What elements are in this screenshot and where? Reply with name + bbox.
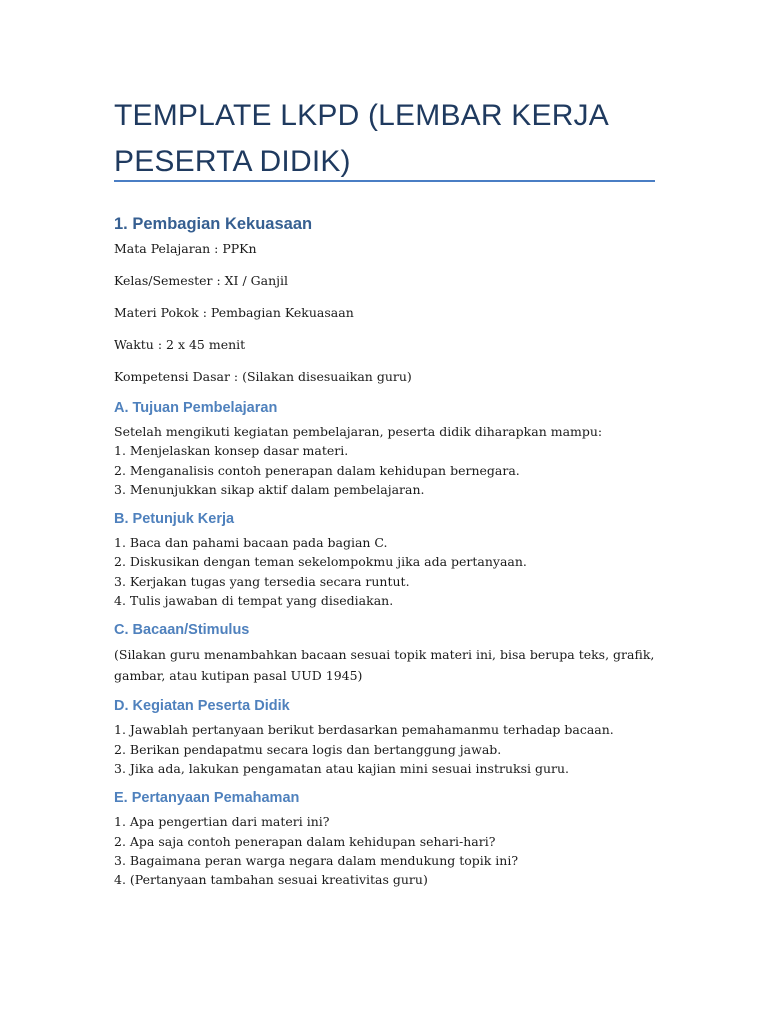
list-item: 1. Baca dan pahami bacaan pada bagian C. (114, 535, 388, 551)
title-underline (114, 180, 655, 182)
subject-info-block (114, 238, 674, 388)
petunjuk-list (114, 533, 674, 610)
list-item: 2. Apa saja contoh penerapan dalam kehidupan sehari-hari? (114, 833, 496, 849)
bacaan-text: (Silakan guru menambahkan bacaan sesuai topik materi ini, bisa berupa teks, grafik, gambar, atau kutipan pasal UUD 1945) (114, 647, 655, 684)
list-item: 3. Jika ada, lakukan pengamatan atau kajian mini sesuai instruksi guru. (114, 760, 570, 776)
document-body (114, 210, 674, 889)
info-kompetensi-dasar: Kompetensi Dasar : (Silakan disesuaikan guru) (114, 369, 412, 384)
kegiatan-list (114, 720, 674, 778)
info-materi-pokok: Materi Pokok : Pembagian Kekuasaan (114, 305, 354, 320)
list-item: 2. Diskusikan dengan teman sekelompokmu jika ada pertanyaan. (114, 554, 527, 570)
list-item: 1. Menjelaskan konsep dasar materi. (114, 443, 349, 459)
pertanyaan-list (114, 812, 674, 889)
list-item: 4. Tulis jawaban di tempat yang disediakan. (114, 593, 394, 609)
list-item: 3. Kerjakan tugas yang tersedia secara runtut. (114, 573, 410, 589)
list-item: 4. (Pertanyaan tambahan sesuai kreativitas guru) (114, 872, 428, 888)
info-waktu: Waktu : 2 x 45 menit (114, 337, 246, 352)
section-heading-bacaan: C. Bacaan/Stimulus (114, 622, 250, 639)
list-item: 1. Apa pengertian dari materi ini? (114, 814, 330, 830)
section-heading-pembagian-kekuasaan: 1. Pembagian Kekuasaan (114, 215, 313, 233)
tujuan-intro: Setelah mengikuti kegiatan pembelajaran, peserta didik diharapkan mampu: (114, 424, 603, 439)
document-title: TEMPLATE LKPD (LEMBAR KERJA PESERTA DIDIK) (114, 99, 608, 178)
section-heading-petunjuk: B. Petunjuk Kerja (114, 511, 235, 528)
section-heading-pertanyaan: E. Pertanyaan Pemahaman (114, 790, 300, 807)
section-heading-tujuan: A. Tujuan Pembelajaran (114, 400, 278, 416)
list-item: 2. Menganalisis contoh penerapan dalam kehidupan bernegara. (114, 462, 520, 478)
list-item: 2. Berikan pendapatmu secara logis dan bertanggung jawab. (114, 741, 502, 757)
list-item: 3. Bagaimana peran warga negara dalam mendukung topik ini? (114, 852, 519, 868)
list-item: 3. Menunjukkan sikap aktif dalam pembelajaran. (114, 481, 425, 497)
info-kelas-semester: Kelas/Semester : XI / Ganjil (114, 273, 289, 288)
tujuan-list (114, 441, 674, 499)
list-item: 1. Jawablah pertanyaan berikut berdasarkan pemahamanmu terhadap bacaan. (114, 722, 614, 738)
section-heading-kegiatan: D. Kegiatan Peserta Didik (114, 698, 290, 715)
info-mata-pelajaran: Mata Pelajaran : PPKn (114, 241, 257, 256)
